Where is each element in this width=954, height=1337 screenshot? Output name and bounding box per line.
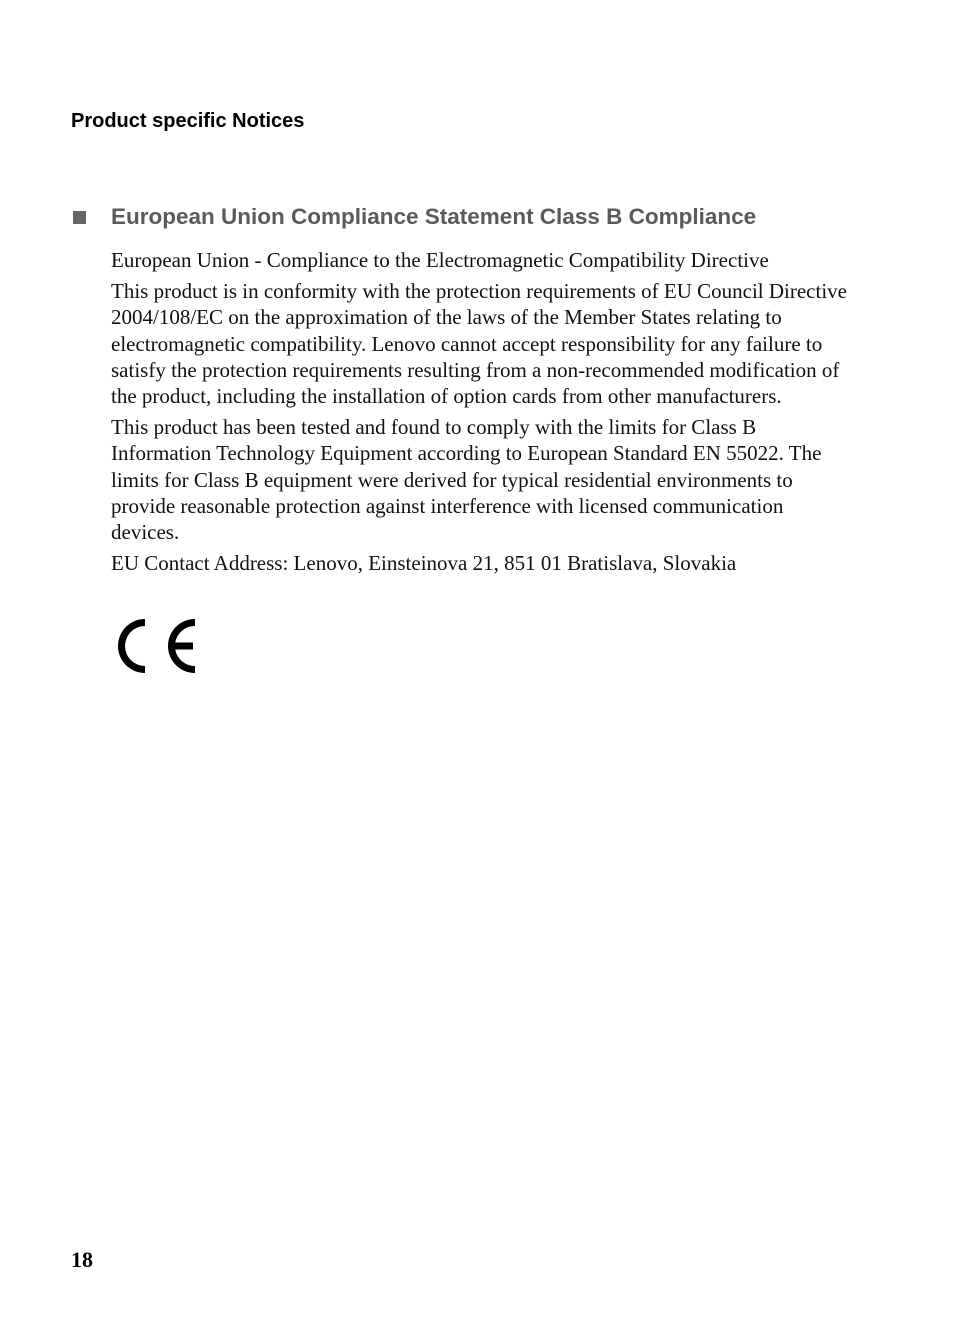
running-header: Product specific Notices — [71, 110, 305, 132]
ce-mark-icon — [111, 615, 199, 677]
directive-line: European Union - Compliance to the Electromagnetic Compatibility Directive — [111, 248, 769, 272]
section-heading — [71, 202, 931, 232]
square-bullet-icon — [73, 211, 86, 224]
section-title: European Union Compliance Statement Class B Compliance — [111, 204, 757, 229]
page-number: 18 — [71, 1247, 93, 1272]
conformity-paragraph: This product is in conformity with the protection requirements of EU Council Directive 2004/108/EC on the approximation of the laws of the Member States relating to electromagnetic compatibility. Lenovo cannot accept responsibility for any failure to satisfy the protection requirements resulting from a non-recommended modification of the product, including the installation of option cards from other manufacturers. — [111, 279, 847, 409]
class-b-paragraph: This product has been tested and found to comply with the limits for Class B Information Technology Equipment according to European Standard EN 55022. The limits for Class B equipment were derived for typical residential environments to provide reasonable protection against interference with licensed communication devices. — [111, 415, 822, 545]
contact-address: EU Contact Address: Lenovo, Einsteinova 21, 851 01 Bratislava, Slovakia — [111, 551, 737, 576]
section-body — [111, 247, 856, 581]
